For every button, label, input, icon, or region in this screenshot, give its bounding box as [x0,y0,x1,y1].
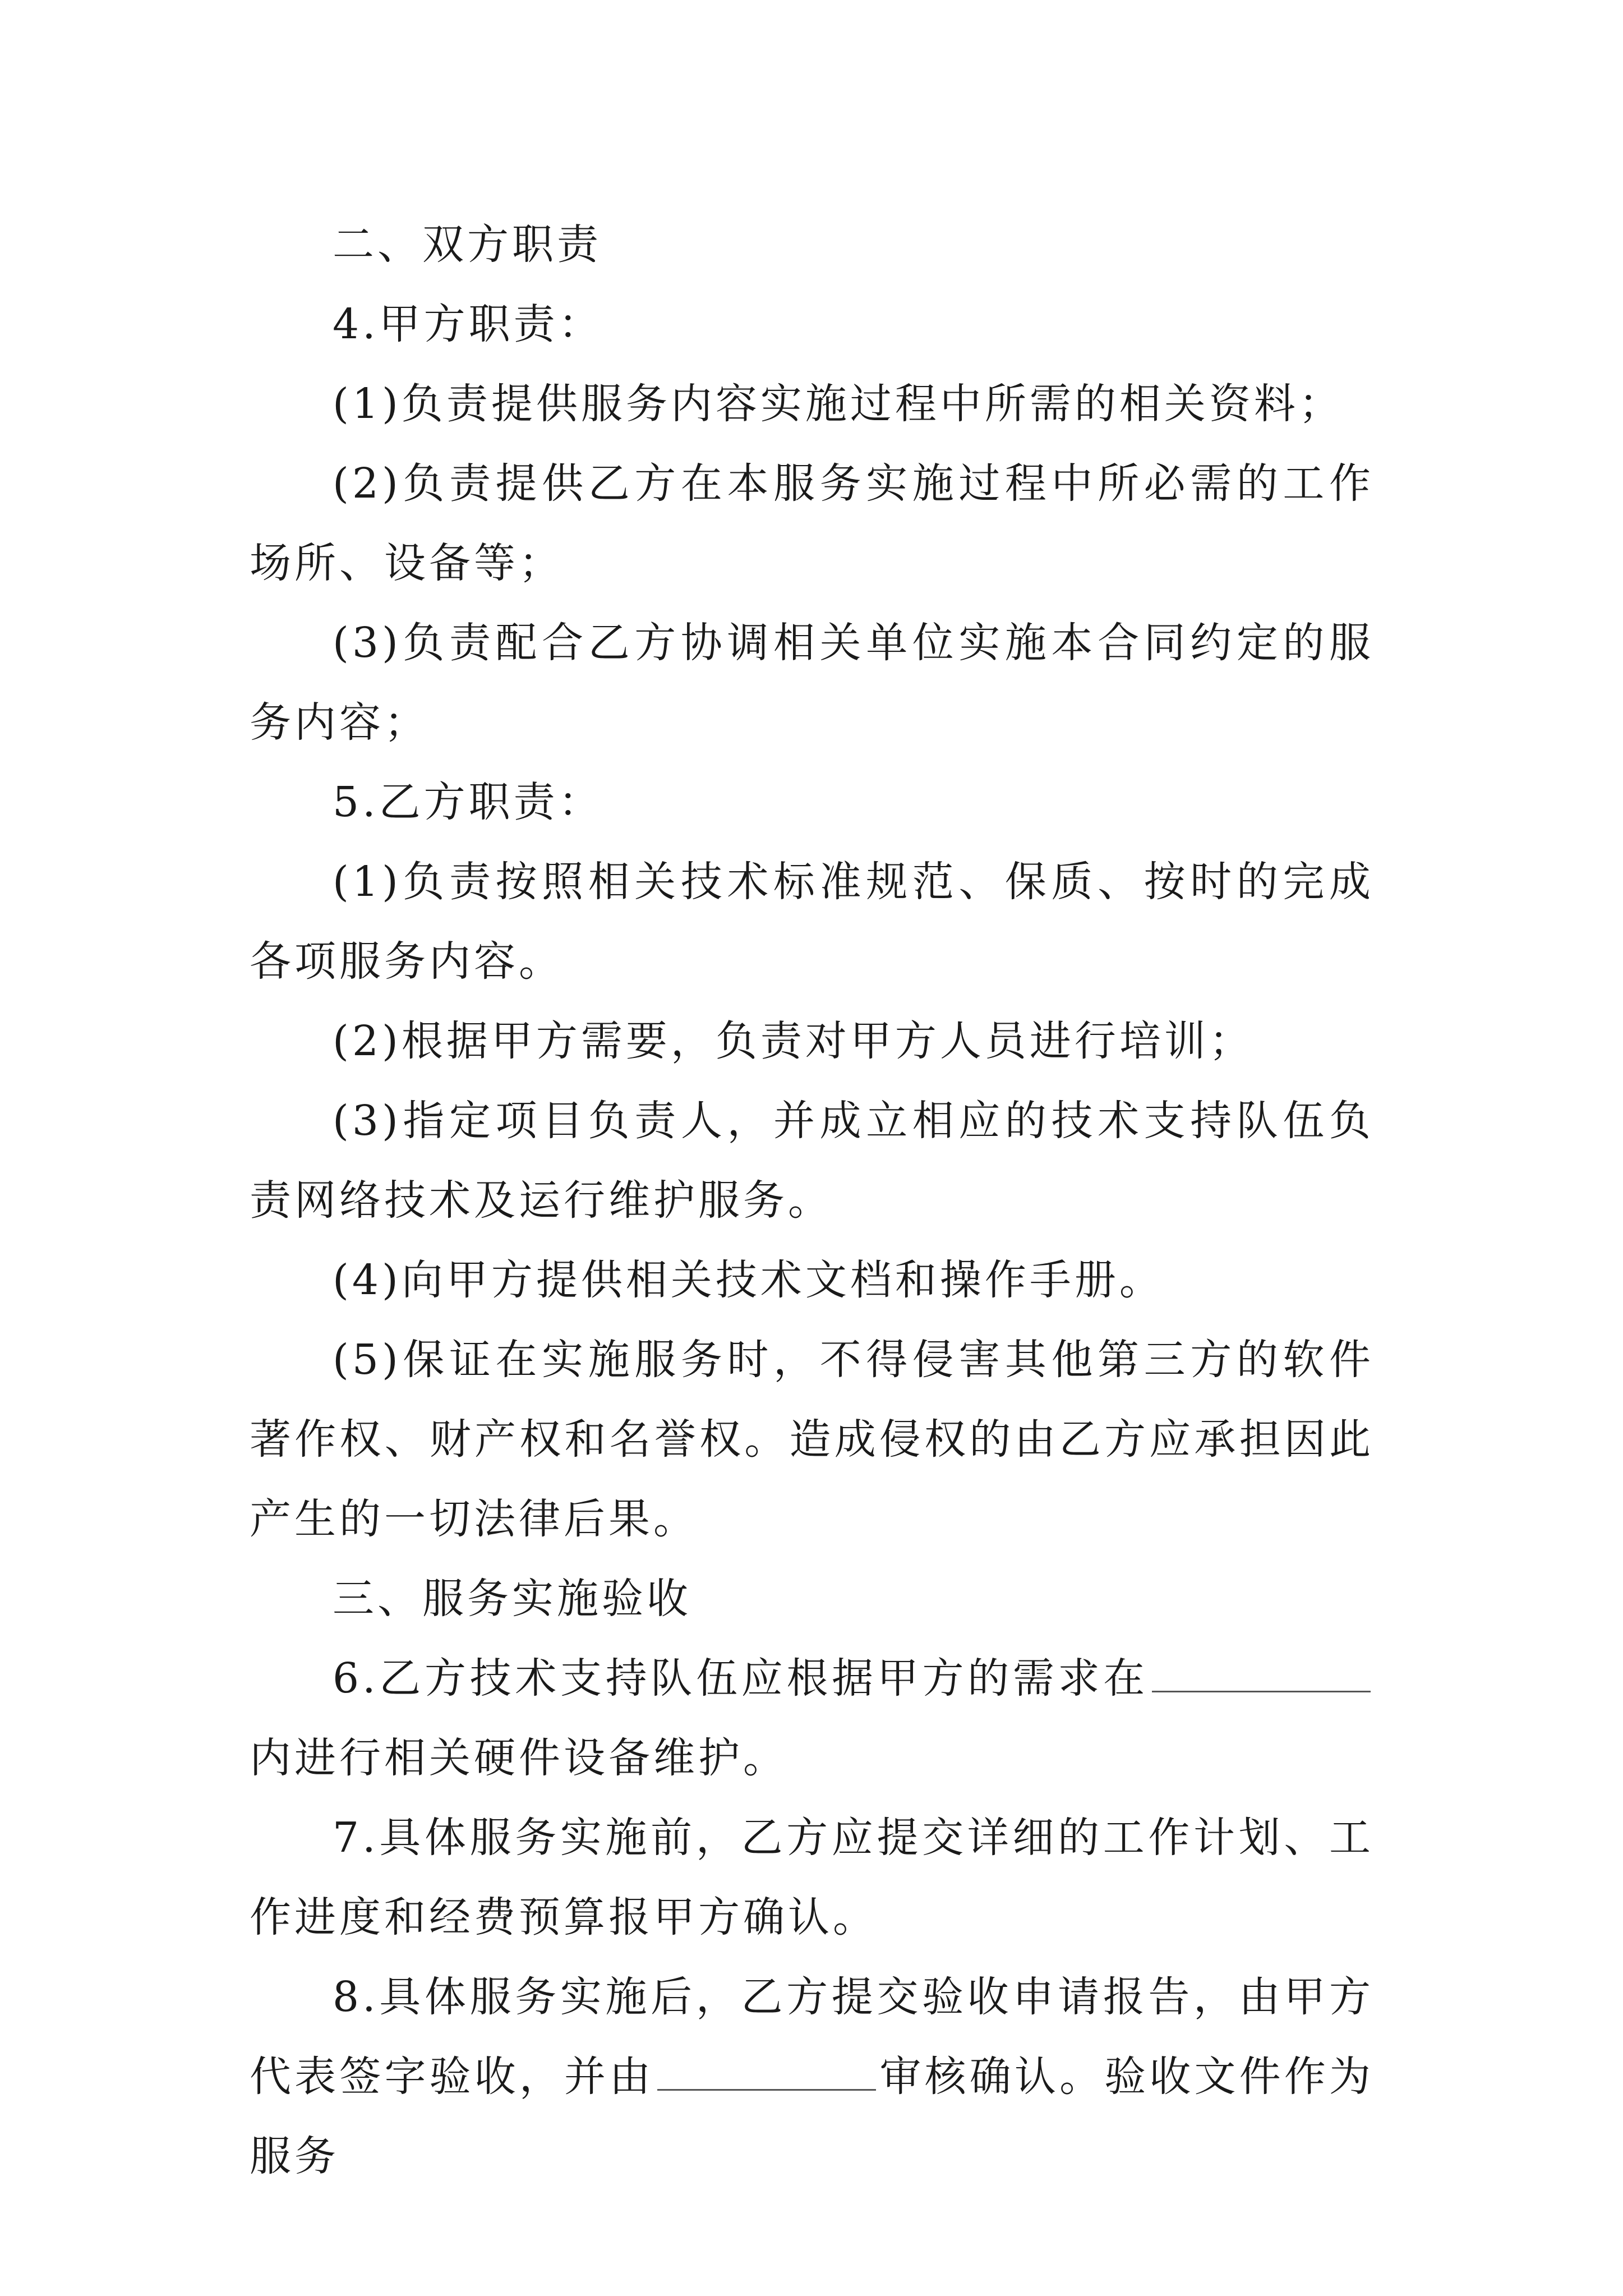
party-a-heading: 4.甲方职责： [333,300,603,348]
party-a-item: (3)负责配合乙方协调相关单位实施本合同约定的服务内容； [250,619,1374,747]
party-b-item: (3)指定项目负责人，并成立相应的技术支持队伍负责网络技术及运行维护服务。 [250,1097,1374,1225]
party-b-item: (1)负责按照相关技术标准规范、保质、按时的完成各项服务内容。 [250,858,1374,986]
clause-6 [250,1639,1374,1798]
section-heading-acceptance: 三、服务实施验收 [333,1575,691,1623]
clause-8-text-start: 8.具体服务实施后，乙方提交验收申请报告，由甲方代表签字验收，并由 [250,1973,1374,2101]
party-b-item: (4)向甲方提供相关技术文档和操作手册。 [333,1256,1164,1304]
clause-8 [250,1957,1374,2196]
clause-6-text-start: 6.乙方技术支持队伍应根据甲方的需求在 [333,1654,1149,1703]
party-b-item: (2)根据甲方需要，负责对甲方人员进行培训； [333,1017,1254,1065]
party-a-item: (1)负责提供服务内容实施过程中所需的相关资料； [333,380,1344,428]
clause-7: 7.具体服务实施前，乙方应提交详细的工作计划、工作进度和经费预算报甲方确认。 [250,1814,1374,1941]
party-b-heading: 5.乙方职责： [333,778,603,826]
party-b-item: (5)保证在实施服务时，不得侵害其他第三方的软件著作权、财产权和名誉权。造成侵权的由乙方应承担因此产生的一切法律后果。 [250,1336,1374,1543]
contract-body [250,205,1374,2196]
fill-in-blank [657,2055,876,2091]
clause-6-text-end: 内进行相关硬件设备维护。 [250,1734,788,1782]
section-heading-responsibilities: 二、双方职责 [333,220,602,269]
fill-in-blank [1152,1657,1371,1692]
party-a-item: (2)负责提供乙方在本服务实施过程中所必需的工作场所、设备等； [250,459,1374,587]
clause-8-text-end: 审核确认。验收文件作为服务 [250,2053,1375,2180]
